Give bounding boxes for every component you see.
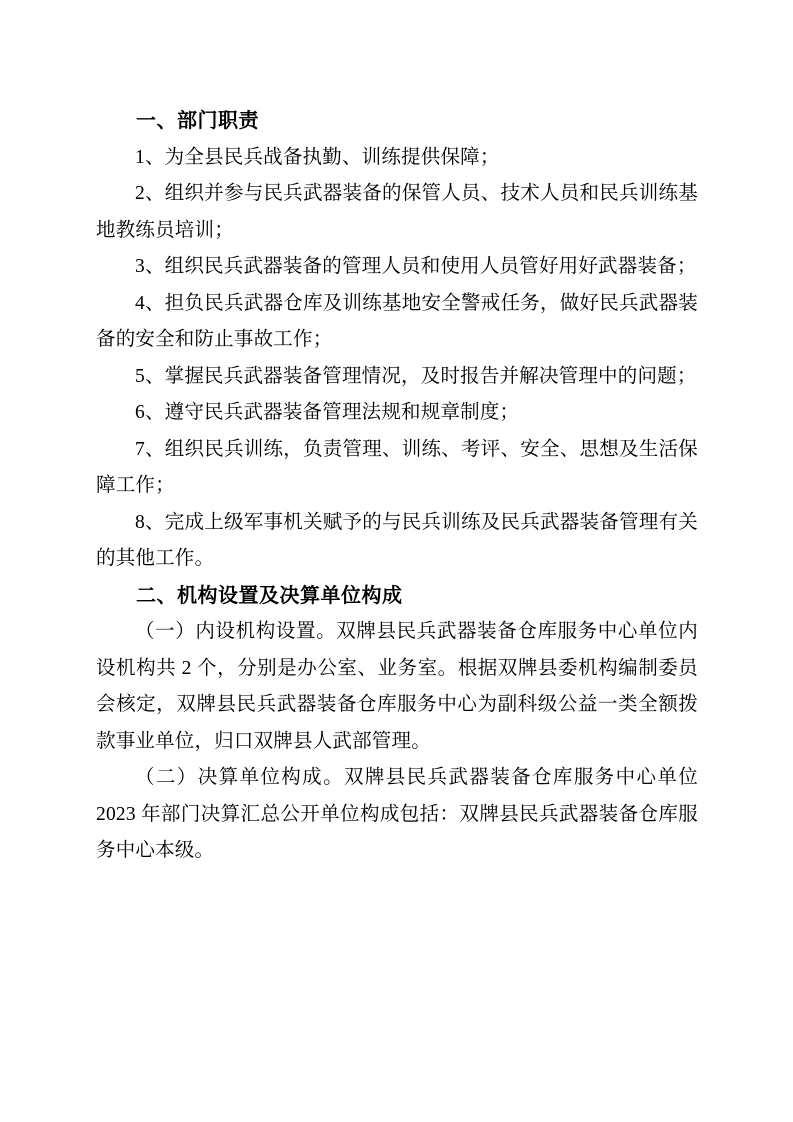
duty-item-2: 2、组织并参与民兵武器装备的保管人员、技术人员和民兵训练基地教练员培训；	[96, 183, 698, 241]
duty-item-7: 7、组织民兵训练，负责管理、训练、考评、安全、思想及生活保障工作；	[96, 438, 698, 496]
duty-item-5: 5、掌握民兵武器装备管理情况，及时报告并解决管理中的问题；	[135, 365, 697, 387]
document-content	[96, 103, 698, 870]
duty-item-8: 8、完成上级军事机关赋予的与民兵训练及民兵武器装备管理有关的其他工作。	[96, 511, 698, 569]
section-heading-duties: 一、部门职责	[136, 110, 259, 132]
duty-item-3: 3、组织民兵武器装备的管理人员和使用人员管好用好武器装备；	[135, 256, 697, 277]
structure-paragraph-2: （二）决算单位构成。双牌县民兵武器装备仓库服务中心单位 2023 年部门决算汇总公开单位构成包括：双牌县民兵武器装备仓库服务中心本级。	[96, 767, 698, 861]
section-heading-structure: 二、机构设置及决算单位构成	[136, 584, 403, 607]
duty-item-4: 4、担负民兵武器仓库及训练基地安全警戒任务，做好民兵武器装备的安全和防止事故工作；	[96, 292, 698, 350]
duty-item-1: 1、为全县民兵战备执勤、训练提供保障；	[135, 146, 500, 168]
structure-paragraph-1: （一）内设机构设置。双牌县民兵武器装备仓库服务中心单位内设机构共 2 个，分别是办公室、业务室。根据双牌县委机构编制委员会核定，双牌县民兵武器装备仓库服务中心为副科级公益一类全额拨款事业单位，归口双牌县人武部管理。	[96, 621, 698, 752]
duty-item-6: 6、遵守民兵武器装备管理法规和规章制度；	[135, 402, 520, 423]
